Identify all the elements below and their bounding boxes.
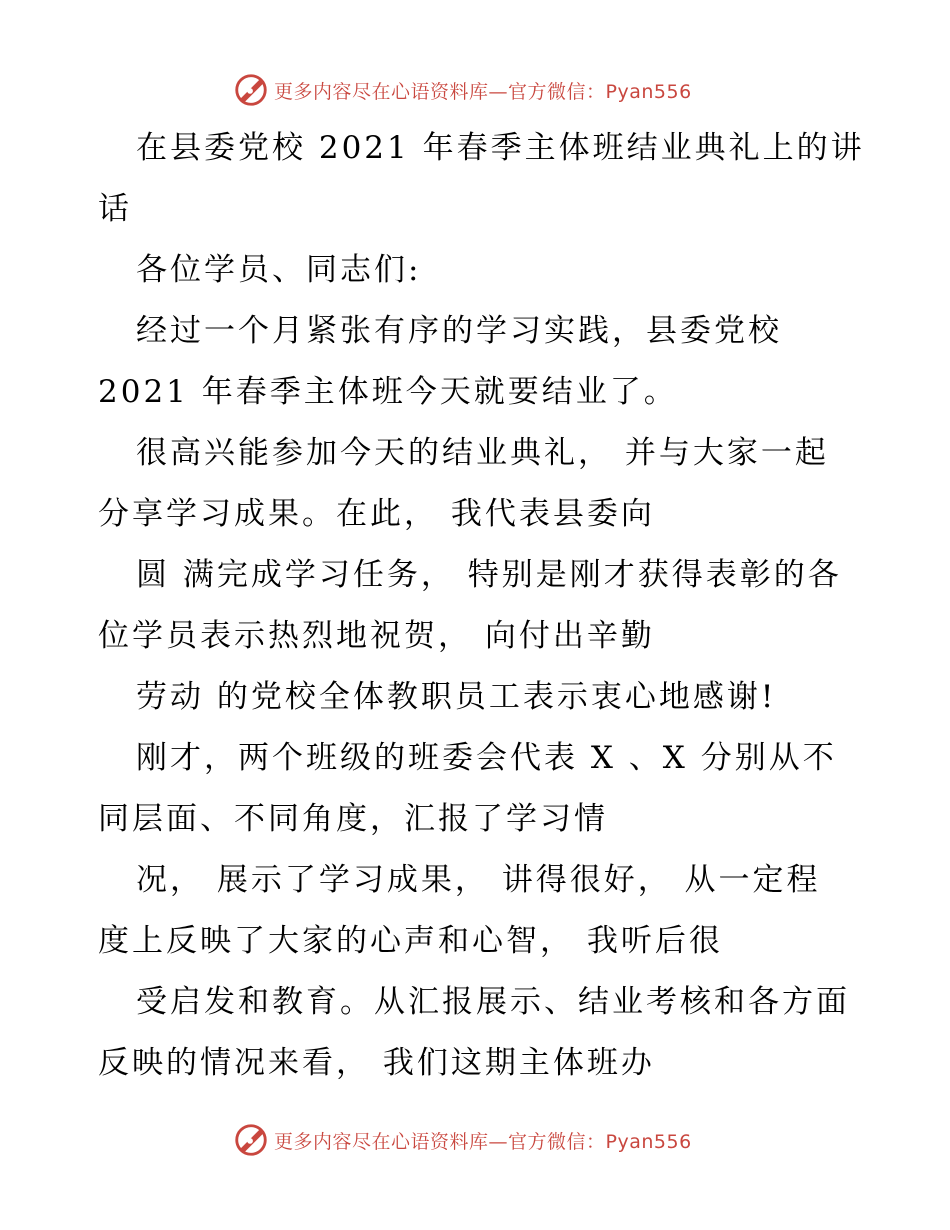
wechat-id: Pyan556: [605, 1130, 692, 1153]
pen-nib-circle-icon: [232, 71, 270, 109]
document-line: 分享学习成果。在此， 我代表县委向: [98, 496, 655, 532]
document-line: 反映的情况来看， 我们这期主体班办: [98, 1045, 655, 1081]
document-paragraphs: [98, 248, 858, 1102]
document-line: 劳动 的党校全体教职员工表示衷心地感谢!: [136, 679, 777, 715]
document-body: [98, 126, 865, 1102]
document-line: 各位学员、同志们:: [136, 252, 422, 288]
document-line: 同层面、不同角度，汇报了学习情: [98, 801, 608, 837]
document-line: 受启发和教育。从汇报展示、结业考核和各方面: [136, 984, 850, 1020]
document-line: 位学员表示热烈地祝贺， 向付出辛勤: [98, 618, 655, 654]
watermark-banner-top: [232, 70, 692, 110]
document-line: 况， 展示了学习成果， 讲得很好， 从一定程: [136, 862, 821, 898]
document-line: 经过一个月紧张有序的学习实践，县委党校: [136, 313, 782, 349]
document-line: 2021 年春季主体班今天就要结业了。: [98, 374, 678, 410]
document-line: 圆 满完成学习任务， 特别是刚才获得表彰的各: [136, 557, 842, 593]
document-line: 刚才，两个班级的班委会代表 X 、X 分别从不: [136, 740, 837, 776]
document-title-line-2: 话: [98, 191, 132, 227]
document-line: 度上反映了大家的心声和心智， 我听后很: [98, 923, 723, 959]
watermark-banner-bottom: [232, 1120, 692, 1160]
wechat-id: Pyan556: [605, 80, 692, 103]
watermark-text: 更多内容尽在心语资料库—官方微信：Pyan556: [274, 1130, 692, 1153]
document-title-line-1: 在县委党校 2021 年春季主体班结业典礼上的讲: [136, 130, 865, 166]
watermark-text: 更多内容尽在心语资料库—官方微信：Pyan556: [274, 80, 692, 103]
document-line: 很高兴能参加今天的结业典礼， 并与大家一起: [136, 435, 829, 471]
pen-nib-circle-icon: [232, 1121, 270, 1159]
